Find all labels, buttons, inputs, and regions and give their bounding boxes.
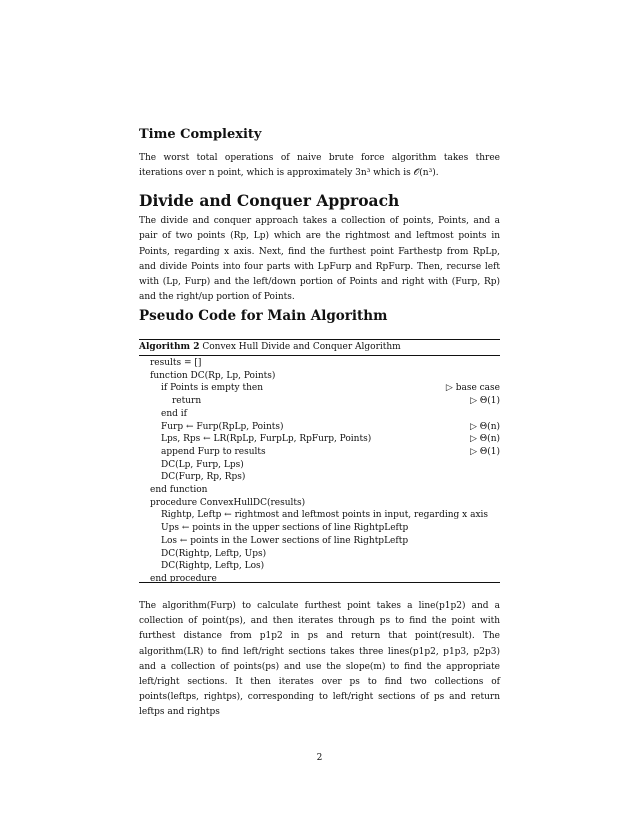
page-number: 2 <box>316 753 323 763</box>
algorithm-caption-label: Algorithm 2 <box>139 342 200 352</box>
heading-divide-conquer: Divide and Conquer Approach <box>139 191 400 210</box>
algorithm-line-text: results = [] <box>150 358 202 368</box>
algorithm-line <box>139 357 500 370</box>
algorithm-line-text: Lps, Rps ← LR(RpLp, FurpLp, RpFurp, Points) <box>161 434 372 445</box>
heading-time-complexity: Time Complexity <box>139 127 262 142</box>
algorithm-line-text: DC(Rightp, Leftp, Los) <box>161 561 265 572</box>
algorithm-line <box>139 484 500 497</box>
paragraph-algorithm-explanation: The algorithm(Furp) to calculate furthest point takes a line(p1p2) and a collection of point(ps), and then iterates through ps to find the point with furthest distance from p1p2 in ps and return that point(result). The algorithm(LR) to find left/right sections takes three lines(p1p2, p1p3, p2p3) and a collection of points(ps) and use the slope(m) to find the appropriate left/right sections. It then iterates over ps to find two collections of points(leftps, rightps), corresponding to left/right sections of ps and return leftps and rightps <box>139 601 500 718</box>
algorithm-line <box>139 522 500 535</box>
algorithm-line <box>139 421 500 434</box>
algorithm-line <box>139 548 500 561</box>
algorithm-line-comment: ▷ Θ(1) <box>470 446 500 457</box>
algorithm-line-text: DC(Rightp, Leftp, Ups) <box>161 548 267 559</box>
algorithm-line-text: Furp ← Furp(RpLp, Points) <box>161 421 284 432</box>
algorithm-caption-title: Convex Hull Divide and Conquer Algorithm <box>202 342 401 352</box>
algorithm-line-text: append Furp to results <box>161 446 266 457</box>
paragraph-divide-conquer: The divide and conquer approach takes a collection of points, Points, and a pair of two points (Rp, Lp) which are the rightmost and leftmost points in Points, regarding x axis. Next, find the furthest point Farthestp from RpLp, and divide Points into four parts with LpFurp and RpFurp. Then, recurse left with (Lp, Furp) and the left/down portion of Points and right with (Furp, Rp) and the right/up portion of Points. <box>139 216 500 303</box>
algorithm-line <box>139 408 500 421</box>
algorithm-line-comment: ▷ Θ(n) <box>470 421 500 432</box>
algorithm-line <box>139 573 500 586</box>
algorithm-line-text: end function <box>150 485 208 495</box>
paragraph-time-complexity: The worst total operations of naive brute force algorithm takes three iterations over n point, which is approximately 3n³ which is 𝒪(n³). <box>139 153 500 178</box>
algorithm-line-text: Rightp, Leftp ← rightmost and leftmost points in input, regarding x axis <box>161 510 489 521</box>
algorithm-line-comment: ▷ Θ(1) <box>470 396 500 407</box>
algorithm-line <box>139 560 500 573</box>
algorithm-line-text: function DC(Rp, Lp, Points) <box>150 370 276 381</box>
algorithm-line-comment: ▷ Θ(n) <box>470 434 500 445</box>
algorithm-line-comment: ▷ base case <box>445 383 500 394</box>
algorithm-line-text: Los ← points in the Lower sections of line RightpLeftp <box>161 535 409 546</box>
algorithm-line <box>139 395 500 408</box>
algorithm-line <box>139 497 500 510</box>
algorithm-top-rule <box>139 339 500 340</box>
algorithm-line-text: Ups ← points in the upper sections of line RightpLeftp <box>161 523 409 534</box>
algorithm-line-text: DC(Lp, Furp, Lps) <box>161 459 244 470</box>
algorithm-mid-rule <box>139 355 500 356</box>
algorithm-line-text: end procedure <box>150 573 217 584</box>
algorithm-line <box>139 370 500 383</box>
algorithm-line <box>139 471 500 484</box>
algorithm-line <box>139 433 500 446</box>
algorithm-line-text: return <box>172 396 202 407</box>
algorithm-line <box>139 535 500 548</box>
algorithm-line-text: end if <box>161 408 187 419</box>
algorithm-line <box>139 446 500 459</box>
algorithm-line <box>139 509 500 522</box>
algorithm-caption <box>139 342 401 352</box>
algorithm-line <box>139 459 500 472</box>
algorithm-line <box>139 382 500 395</box>
algorithm-line-text: if Points is empty then <box>161 383 264 394</box>
heading-pseudo-code: Pseudo Code for Main Algorithm <box>139 308 388 324</box>
algorithm-line-text: DC(Furp, Rp, Rps) <box>161 472 246 483</box>
algorithm-bottom-rule <box>139 582 500 583</box>
algorithm-line-text: procedure ConvexHullDC(results) <box>150 497 306 508</box>
